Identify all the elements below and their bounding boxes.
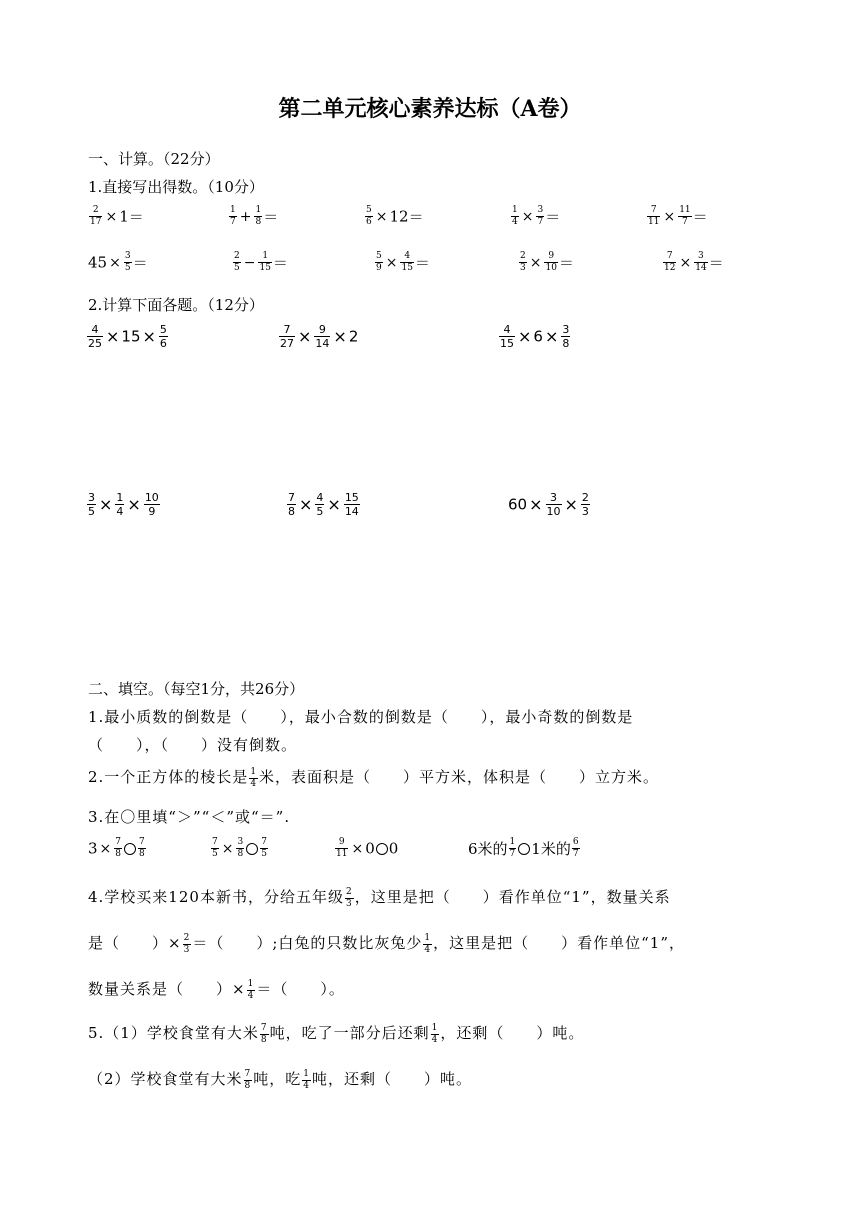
question-5-part-1: [88, 1022, 584, 1045]
compare-1: [88, 838, 147, 859]
number: ＝: [272, 254, 288, 272]
number: ＝: [692, 208, 708, 226]
numerator: 1: [424, 932, 432, 943]
operator: ×: [529, 254, 542, 271]
fraction: [114, 838, 122, 859]
calc-3: [498, 324, 571, 349]
operator: ×: [385, 254, 398, 271]
numerator: 11: [679, 205, 691, 215]
fraction: [546, 492, 562, 517]
number: ＝: [408, 208, 424, 226]
number: 15: [121, 327, 141, 346]
number: ＝: [263, 208, 279, 226]
denominator: 4: [512, 217, 518, 227]
fraction: [314, 324, 330, 349]
calc-1: [86, 324, 169, 349]
fraction: [249, 768, 258, 789]
fraction: [233, 252, 241, 273]
number: ＝: [558, 254, 574, 272]
section-1-heading: 一、计算。（22分）: [88, 150, 220, 168]
numerator: 2: [183, 932, 191, 943]
numerator: 5: [376, 251, 382, 261]
exercise-1: [88, 206, 144, 227]
denominator: 5: [261, 849, 267, 859]
question-3: 3.在〇里填“＞”“＜”或“＝”.: [88, 808, 291, 826]
fraction: [87, 492, 96, 517]
numerator: 7: [212, 837, 218, 847]
fraction: [344, 492, 360, 517]
exercise-4: [510, 206, 560, 227]
numerator: 7: [139, 837, 145, 847]
operator: ×: [142, 327, 156, 346]
denominator: 3: [183, 944, 191, 955]
fraction: [260, 1024, 269, 1045]
denominator: 8: [237, 849, 244, 859]
numerator: 7: [663, 252, 676, 263]
fraction: [345, 888, 354, 909]
fraction: [663, 252, 676, 273]
operator: ×: [375, 208, 388, 225]
denominator: 3: [520, 263, 526, 273]
calc-6: [508, 492, 591, 517]
operator: ×: [679, 254, 692, 271]
exercise-10: [662, 252, 724, 273]
number: 1: [119, 207, 129, 226]
number: 6米的: [468, 840, 508, 858]
fraction: [302, 1070, 311, 1091]
numerator: 1: [509, 837, 516, 847]
text-segment: ，还剩（ ）吨。: [440, 1024, 585, 1042]
denominator: 3: [345, 898, 353, 909]
denominator: 5: [124, 263, 131, 273]
numerator: 3: [537, 205, 544, 215]
denominator: 10: [546, 505, 561, 518]
fraction: [509, 838, 517, 859]
numerator: 2: [345, 886, 353, 897]
denominator: 3: [581, 505, 589, 518]
denominator: 7: [230, 217, 236, 227]
number: 2: [348, 327, 359, 346]
fraction: [647, 206, 660, 227]
fraction: [423, 934, 432, 955]
numerator: 2: [89, 206, 102, 217]
number: 0: [365, 839, 375, 858]
denominator: 8: [255, 217, 262, 227]
exercise-5: [646, 206, 708, 227]
numerator: 1: [258, 252, 271, 263]
numerator: 7: [244, 1068, 252, 1079]
operator: ×: [351, 840, 364, 857]
operator: ×: [544, 327, 559, 346]
operator: ×: [109, 254, 121, 271]
fraction: [159, 324, 168, 349]
number: 3: [88, 839, 98, 858]
page-title: 第二单元核心素养达标（A卷）: [278, 96, 582, 122]
denominator: 14: [315, 337, 330, 350]
operator: ×: [663, 208, 676, 225]
text-segment: 是（ ）×: [88, 934, 182, 952]
number: 0: [388, 839, 399, 858]
denominator: 8: [115, 849, 122, 859]
number: ＝: [708, 254, 724, 272]
number: ＝: [132, 254, 148, 272]
fraction: [544, 252, 557, 273]
numerator: 3: [546, 492, 562, 505]
fraction: [229, 206, 237, 227]
exercise-6: [88, 252, 148, 273]
fraction: [561, 324, 570, 349]
operator: ×: [298, 327, 312, 346]
question-4-line-3: [88, 978, 345, 1001]
fraction: [254, 206, 262, 227]
fraction: [375, 252, 383, 273]
operator: ×: [521, 208, 534, 225]
denominator: 5: [234, 263, 240, 273]
fraction: [258, 252, 271, 273]
operator: ×: [299, 495, 313, 514]
circle-blank: [518, 843, 530, 855]
fraction: [400, 252, 413, 273]
denominator: 11: [648, 217, 660, 227]
denominator: 10: [545, 263, 557, 273]
question-1-line-2: （ ），（ ）没有倒数。: [88, 736, 298, 754]
denominator: 15: [401, 263, 413, 273]
fraction: [581, 492, 590, 517]
fraction: [315, 492, 324, 517]
denominator: 4: [250, 778, 258, 789]
fraction: [87, 324, 103, 349]
fraction: [678, 206, 691, 227]
operator: +: [239, 208, 252, 225]
number: 60: [508, 495, 528, 514]
part-1-heading: 1.直接写出得数。（10分）: [88, 178, 264, 196]
fraction: [499, 324, 515, 349]
denominator: 5: [212, 849, 218, 859]
fraction: [519, 252, 527, 273]
fraction: [247, 980, 256, 1001]
denominator: 17: [90, 217, 102, 227]
denominator: 5: [316, 505, 324, 518]
exercise-9: [518, 252, 574, 273]
number: 6: [533, 327, 543, 346]
text-segment: 数量关系是（ ）×: [88, 980, 246, 998]
numerator: 7: [279, 324, 295, 337]
numerator: 1: [247, 978, 255, 989]
denominator: 4: [303, 1080, 311, 1091]
numerator: 1: [512, 205, 518, 215]
operator: ×: [127, 495, 141, 514]
numerator: 9: [544, 252, 557, 263]
numerator: 7: [260, 1022, 268, 1033]
numerator: 1: [255, 205, 262, 215]
denominator: 4: [247, 990, 255, 1001]
compare-2: [210, 838, 269, 859]
fraction: [124, 252, 132, 273]
number: 12: [389, 207, 409, 226]
numerator: 2: [581, 491, 589, 504]
numerator: 1: [303, 1068, 311, 1079]
denominator: 25: [88, 337, 102, 350]
operator: −: [243, 254, 256, 271]
denominator: 14: [695, 263, 707, 273]
number: ＝: [414, 254, 430, 272]
numerator: 6: [572, 837, 579, 847]
numerator: 1: [116, 491, 124, 504]
question-5-part-2: [88, 1068, 472, 1091]
question-4-line-2: [88, 932, 685, 955]
numerator: 4: [87, 324, 103, 337]
fraction: [335, 838, 348, 859]
numerator: 7: [288, 491, 295, 504]
numerator: 1: [230, 205, 236, 215]
circle-blank: [246, 843, 258, 855]
text-segment: 米，表面积是（ ）平方米，体积是（ ）立方米。: [259, 768, 660, 786]
denominator: 12: [664, 263, 676, 273]
operator: ×: [106, 327, 120, 346]
fraction: [244, 1070, 253, 1091]
denominator: 11: [336, 849, 348, 859]
text-segment: （2）学校食堂有大米: [88, 1070, 243, 1088]
operator: ×: [99, 840, 112, 857]
circle-blank: [124, 843, 136, 855]
fraction: [260, 838, 268, 859]
text-segment: 5.（1）学校食堂有大米: [88, 1024, 259, 1042]
numerator: 15: [344, 491, 359, 504]
numerator: 7: [115, 837, 122, 847]
fraction: [572, 838, 580, 859]
section-2-heading: 二、填空。（每空1分，共26分）: [88, 680, 305, 698]
denominator: 15: [259, 263, 271, 273]
number: 45: [88, 253, 108, 272]
denominator: 8: [260, 1034, 268, 1045]
numerator: 3: [562, 323, 570, 336]
part-2-heading: 2.计算下面各题。（12分）: [88, 296, 264, 314]
denominator: 27: [280, 337, 294, 350]
denominator: 8: [244, 1080, 252, 1091]
denominator: 4: [116, 505, 124, 518]
compare-3: [334, 838, 398, 859]
denominator: 7: [537, 217, 544, 227]
numerator: 1: [250, 766, 258, 777]
denominator: 7: [682, 217, 688, 227]
number: 1米的: [531, 840, 571, 858]
operator: ×: [105, 208, 118, 225]
fraction: [431, 1024, 440, 1045]
fraction: [115, 492, 124, 517]
text-segment: 吨，吃: [253, 1070, 302, 1088]
fraction: [365, 206, 373, 227]
numerator: 3: [88, 491, 95, 504]
text-segment: ，这里是把（ ）看作单位“1”，: [433, 934, 685, 952]
fraction: [236, 838, 244, 859]
numerator: 9: [314, 324, 330, 337]
fraction: [511, 206, 519, 227]
numerator: 9: [335, 838, 348, 849]
numerator: 4: [400, 252, 413, 263]
fraction: [183, 934, 192, 955]
fraction: [138, 838, 146, 859]
question-1-line-1: 1.最小质数的倒数是（ ），最小合数的倒数是（ ），最小奇数的倒数是: [88, 708, 634, 726]
numerator: 3: [694, 252, 707, 263]
numerator: 4: [499, 324, 515, 337]
number: ＝: [128, 208, 144, 226]
denominator: 7: [572, 849, 579, 859]
text-segment: ＝（ ）。: [256, 980, 345, 998]
question-2: [88, 766, 659, 789]
operator: ×: [333, 327, 347, 346]
operator: ×: [99, 495, 113, 514]
denominator: 8: [288, 505, 295, 518]
numerator: 1: [431, 1022, 439, 1033]
calc-5: [286, 492, 361, 517]
numerator: 4: [316, 491, 324, 504]
text-segment: ，这里是把（ ）看作单位“1”，数量关系: [354, 888, 671, 906]
fraction: [144, 492, 160, 517]
exercise-8: [374, 252, 430, 273]
operator: ×: [327, 495, 341, 514]
denominator: 8: [139, 849, 145, 859]
operator: ×: [564, 495, 578, 514]
calc-2: [278, 324, 358, 349]
fraction: [89, 206, 102, 227]
denominator: 4: [431, 1034, 439, 1045]
exercise-7: [232, 252, 288, 273]
text-segment: 吨，还剩（ ）吨。: [312, 1070, 473, 1088]
numerator: 10: [144, 491, 159, 504]
text-segment: 4.学校买来120本新书，分给五年级: [88, 888, 344, 906]
denominator: 9: [376, 263, 382, 273]
fraction: [536, 206, 544, 227]
text-segment: 2.一个正方体的棱长是: [88, 768, 249, 786]
denominator: 14: [344, 505, 359, 518]
operator: ×: [518, 327, 532, 346]
exercise-2: [228, 206, 278, 227]
operator: ×: [529, 495, 543, 514]
numerator: 3: [237, 837, 244, 847]
text-segment: ＝（ ）;白兔的只数比灰兔少: [192, 934, 423, 952]
text-segment: 吨，吃了一部分后还剩: [269, 1024, 430, 1042]
denominator: 4: [424, 944, 432, 955]
compare-4: [468, 838, 581, 859]
question-4-line-1: [88, 886, 671, 909]
denominator: 15: [500, 337, 514, 350]
denominator: 6: [366, 217, 372, 227]
denominator: 5: [88, 505, 95, 518]
fraction: [211, 838, 219, 859]
numerator: 2: [520, 251, 526, 261]
fraction: [279, 324, 295, 349]
calc-4: [86, 492, 161, 517]
circle-blank: [376, 843, 388, 855]
numerator: 5: [366, 205, 372, 215]
fraction: [287, 492, 296, 517]
numerator: 7: [647, 206, 660, 217]
numerator: 7: [261, 837, 267, 847]
denominator: 6: [159, 337, 167, 350]
number: ＝: [545, 208, 561, 226]
denominator: 8: [562, 337, 570, 350]
denominator: 7: [509, 849, 516, 859]
numerator: 2: [234, 251, 240, 261]
operator: ×: [221, 840, 234, 857]
denominator: 9: [148, 505, 156, 518]
numerator: 3: [124, 251, 131, 261]
fraction: [694, 252, 707, 273]
numerator: 5: [159, 323, 167, 336]
exercise-3: [364, 206, 424, 227]
